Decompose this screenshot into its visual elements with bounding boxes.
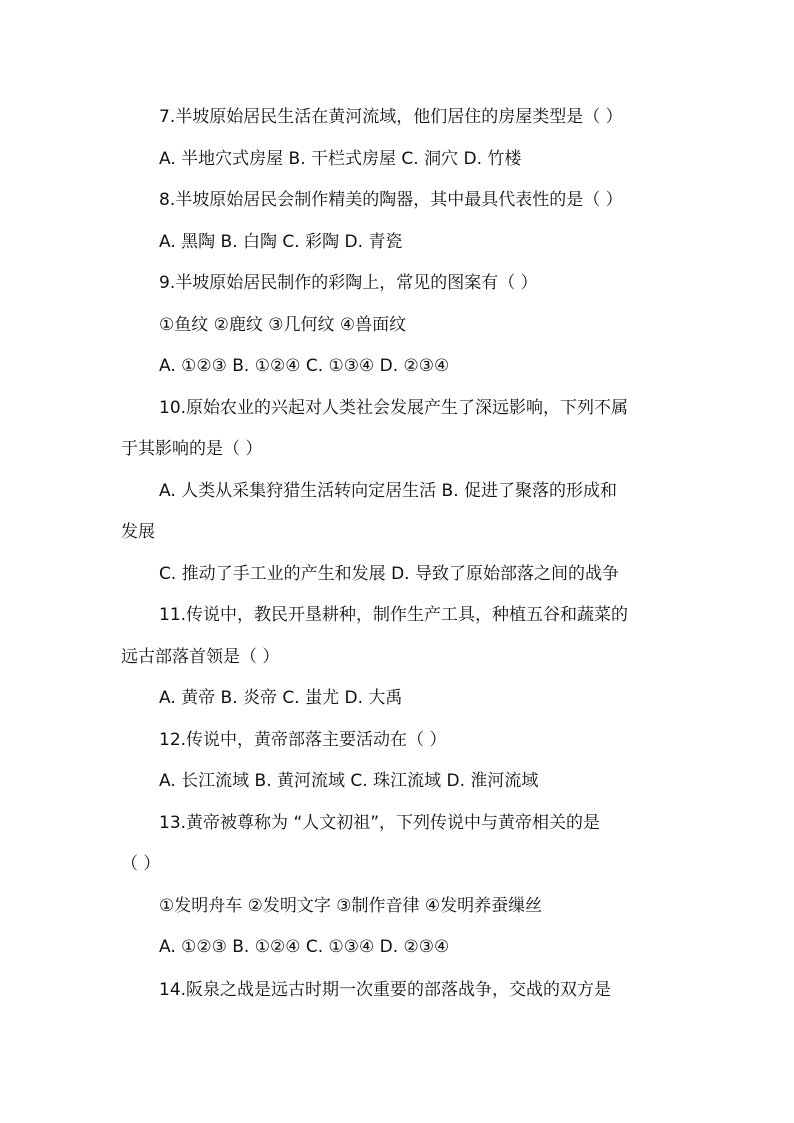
question-10-stem-line2: 于其影响的是（ ） bbox=[121, 439, 263, 459]
question-9-options: A. ①②③ B. ①②④ C. ①③④ D. ②③④ bbox=[159, 356, 450, 376]
question-13-options: A. ①②③ B. ①②④ C. ①③④ D. ②③④ bbox=[159, 937, 450, 957]
question-11-stem-line2: 远古部落首领是（ ） bbox=[121, 647, 280, 667]
question-13-stem-line1: 13.黄帝被尊称为 “人文初祖”，下列传说中与黄帝相关的是 bbox=[159, 813, 601, 833]
question-10-stem-line1: 10.原始农业的兴起对人类社会发展产生了深远影响，下列不属 bbox=[159, 398, 629, 418]
question-12-stem: 12.传说中，黄帝部落主要活动在（ ） bbox=[159, 730, 447, 750]
question-8-stem: 8.半坡原始居民会制作精美的陶器，其中最具代表性的是（ ） bbox=[159, 190, 623, 210]
question-9-stem: 9.半坡原始居民制作的彩陶上，常见的图案有（ ） bbox=[159, 273, 538, 293]
question-11-stem-line1: 11.传说中，教民开垦耕种，制作生产工具，种植五谷和蔬菜的 bbox=[159, 605, 629, 625]
question-13-stem-line2: （ ） bbox=[121, 854, 161, 874]
question-14-stem: 14.阪泉之战是远古时期一次重要的部落战争，交战的双方是 bbox=[159, 980, 612, 1000]
question-11-options: A. 黄帝 B. 炎帝 C. 蚩尤 D. 大禹 bbox=[159, 688, 403, 708]
question-10-options-line1: A. 人类从采集狩猎生活转向定居生活 B. 促进了聚落的形成和 bbox=[159, 481, 618, 501]
question-10-options-line3: C. 推动了手工业的产生和发展 D. 导致了原始部落之间的战争 bbox=[159, 564, 619, 584]
question-12-options: A. 长江流域 B. 黄河流域 C. 珠江流域 D. 淮河流域 bbox=[159, 771, 539, 791]
question-13-items: ①发明舟车 ②发明文字 ③制作音律 ④发明养蚕缫丝 bbox=[159, 896, 543, 916]
question-10-options-line2: 发展 bbox=[121, 522, 155, 542]
question-7-options: A. 半地穴式房屋 B. 干栏式房屋 C. 洞穴 D. 竹楼 bbox=[159, 149, 522, 169]
question-7-stem: 7.半坡原始居民生活在黄河流域，他们居住的房屋类型是（ ） bbox=[159, 107, 623, 127]
question-9-items: ①鱼纹 ②鹿纹 ③几何纹 ④兽面纹 bbox=[159, 315, 407, 335]
question-8-options: A. 黑陶 B. 白陶 C. 彩陶 D. 青瓷 bbox=[159, 232, 403, 252]
